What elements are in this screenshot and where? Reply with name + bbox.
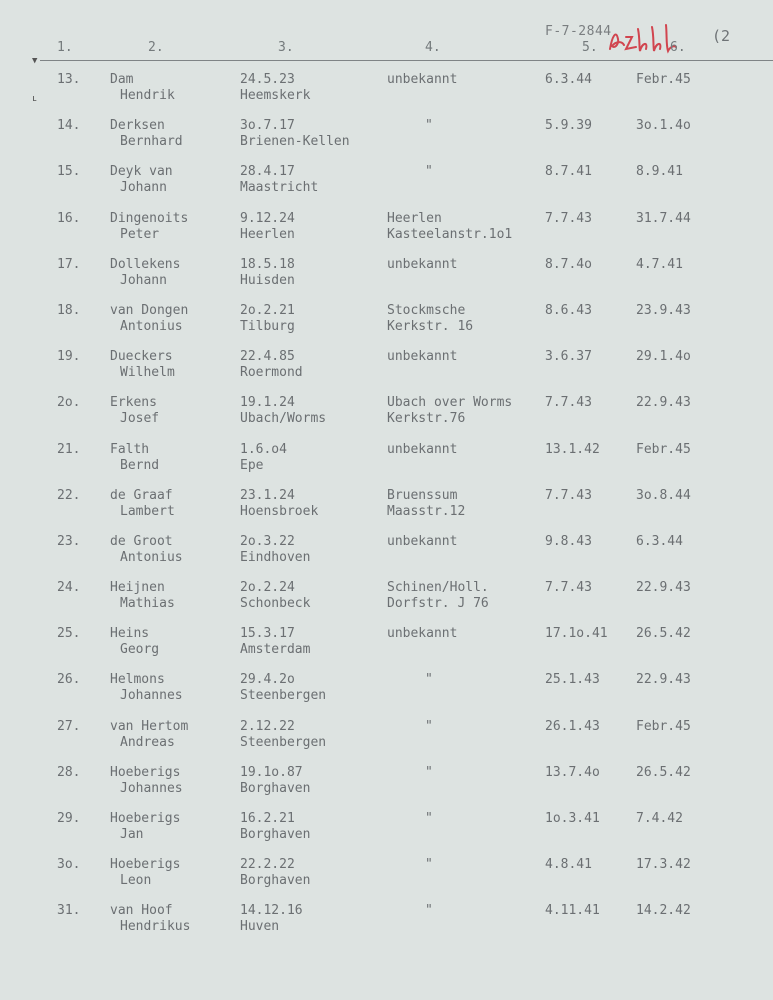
date-column-5: 7.7.43 bbox=[545, 395, 592, 411]
surname: Erkens bbox=[110, 395, 157, 411]
address-line-1: Ubach over Worms bbox=[387, 395, 513, 411]
first-name: Jan bbox=[120, 827, 144, 842]
surname: de Graaf bbox=[110, 487, 173, 503]
date-column-6: 6.3.44 bbox=[636, 533, 683, 549]
surname: de Groot bbox=[110, 533, 173, 549]
first-name: Antonius bbox=[120, 549, 183, 565]
address-line-1: " bbox=[425, 857, 433, 873]
address-line-2: Kerkstr.76 bbox=[387, 411, 466, 427]
first-name: Lambert bbox=[120, 503, 175, 519]
date-column-6: 17.3.42 bbox=[636, 857, 691, 873]
first-name: Hendrik bbox=[120, 88, 175, 103]
surname: Derksen bbox=[110, 118, 165, 134]
date-column-6: 14.2.42 bbox=[636, 903, 691, 919]
birth-place: Borghaven bbox=[240, 873, 311, 889]
date-column-6: 7.4.42 bbox=[636, 811, 683, 826]
row-number: 14. bbox=[57, 118, 81, 134]
birth-place: Amsterdam bbox=[240, 642, 311, 658]
table-row bbox=[0, 672, 773, 718]
first-name: Andreas bbox=[120, 734, 175, 750]
date-column-5: 8.7.41 bbox=[545, 164, 592, 180]
birth-place: Tilburg bbox=[240, 318, 295, 334]
date-column-5: 25.1.43 bbox=[545, 672, 600, 688]
first-name: Antonius bbox=[120, 318, 183, 334]
date-column-5: 26.1.43 bbox=[545, 718, 600, 734]
birth-date: 22.2.22 bbox=[240, 857, 295, 873]
address-line-1: " bbox=[425, 118, 433, 134]
birth-place: Hoensbroek bbox=[240, 503, 319, 519]
birth-place: Heemskerk bbox=[240, 88, 311, 103]
row-number: 21. bbox=[57, 441, 81, 457]
surname: van Hoof bbox=[110, 903, 173, 919]
column-header-1: 1. bbox=[57, 40, 73, 55]
surname: van Dongen bbox=[110, 302, 189, 318]
first-name: Bernd bbox=[120, 457, 160, 473]
birth-date: 22.4.85 bbox=[240, 349, 295, 365]
date-column-5: 13.1.42 bbox=[545, 441, 600, 457]
date-column-5: 5.9.39 bbox=[545, 118, 592, 134]
address-line-1: Heerlen bbox=[387, 210, 442, 226]
date-column-6: 31.7.44 bbox=[636, 210, 691, 226]
address-line-1: Bruenssum bbox=[387, 487, 458, 503]
record-list bbox=[0, 72, 773, 950]
birth-date: 2.12.22 bbox=[240, 718, 295, 734]
first-name: Josef bbox=[120, 411, 160, 427]
date-column-5: 4.11.41 bbox=[545, 903, 600, 919]
surname: Heins bbox=[110, 626, 150, 642]
row-number: 16. bbox=[57, 210, 81, 226]
table-row bbox=[0, 626, 773, 672]
table-row bbox=[0, 442, 773, 488]
first-name: Mathias bbox=[120, 596, 175, 612]
table-row bbox=[0, 811, 773, 857]
birth-date: 19.1.24 bbox=[240, 395, 295, 411]
surname: Heijnen bbox=[110, 580, 165, 596]
birth-place: Eindhoven bbox=[240, 549, 311, 565]
address-line-1: " bbox=[425, 672, 433, 688]
row-number: 19. bbox=[57, 349, 81, 365]
surname: Hoeberigs bbox=[110, 857, 181, 873]
first-name: Johannes bbox=[120, 688, 183, 704]
table-row bbox=[0, 349, 773, 395]
date-column-6: 22.9.43 bbox=[636, 672, 691, 688]
birth-date: 3o.7.17 bbox=[240, 118, 295, 134]
first-name: Georg bbox=[120, 642, 160, 658]
row-number: 13. bbox=[57, 72, 81, 87]
address-line-1: " bbox=[425, 164, 433, 180]
birth-place: Roermond bbox=[240, 365, 303, 381]
address-line-1: unbekannt bbox=[387, 349, 458, 365]
row-number: 24. bbox=[57, 580, 81, 596]
table-row bbox=[0, 395, 773, 441]
row-number: 17. bbox=[57, 256, 81, 272]
surname: Hoeberigs bbox=[110, 811, 181, 826]
birth-date: 2o.2.24 bbox=[240, 580, 295, 596]
row-number: 22. bbox=[57, 487, 81, 503]
column-header-3: 3. bbox=[278, 40, 294, 55]
table-row bbox=[0, 534, 773, 580]
address-line-1: unbekannt bbox=[387, 256, 458, 272]
birth-place: Schonbeck bbox=[240, 596, 311, 612]
date-column-6: 22.9.43 bbox=[636, 395, 691, 411]
birth-date: 16.2.21 bbox=[240, 811, 295, 826]
date-column-5: 13.7.4o bbox=[545, 764, 600, 780]
table-row bbox=[0, 903, 773, 949]
margin-mark: ▼ bbox=[32, 56, 38, 66]
birth-date: 28.4.17 bbox=[240, 164, 295, 180]
birth-date: 2o.3.22 bbox=[240, 533, 295, 549]
first-name: Peter bbox=[120, 226, 160, 242]
table-row bbox=[0, 765, 773, 811]
address-line-2: Maasstr.12 bbox=[387, 503, 466, 519]
column-header-2: 2. bbox=[148, 40, 164, 55]
row-number: 2o. bbox=[57, 395, 81, 411]
birth-date: 14.12.16 bbox=[240, 903, 303, 919]
date-column-6: 29.1.4o bbox=[636, 349, 691, 365]
date-column-5: 8.7.4o bbox=[545, 256, 592, 272]
first-name: Leon bbox=[120, 873, 152, 889]
address-line-1: Stockmsche bbox=[387, 302, 466, 318]
date-column-5: 7.7.43 bbox=[545, 210, 592, 226]
birth-date: 24.5.23 bbox=[240, 72, 295, 87]
birth-date: 19.1o.87 bbox=[240, 764, 303, 780]
surname: Dam bbox=[110, 72, 134, 87]
birth-place: Ubach/Worms bbox=[240, 411, 327, 427]
table-row bbox=[0, 72, 773, 118]
address-line-1: " bbox=[425, 718, 433, 734]
header-rule bbox=[40, 60, 773, 61]
page-number: (2 bbox=[712, 27, 731, 45]
date-column-6: Febr.45 bbox=[636, 718, 691, 734]
column-header-6: 6. bbox=[670, 40, 686, 55]
birth-date: 29.4.2o bbox=[240, 672, 295, 688]
date-column-6: 26.5.42 bbox=[636, 626, 691, 642]
date-column-5: 8.6.43 bbox=[545, 302, 592, 318]
birth-date: 18.5.18 bbox=[240, 256, 295, 272]
address-line-1: " bbox=[425, 764, 433, 780]
table-row bbox=[0, 303, 773, 349]
birth-date: 23.1.24 bbox=[240, 487, 295, 503]
address-line-1: " bbox=[425, 903, 433, 919]
first-name: Johann bbox=[120, 272, 167, 288]
date-column-6: 26.5.42 bbox=[636, 764, 691, 780]
date-column-5: 3.6.37 bbox=[545, 349, 592, 365]
first-name: Johannes bbox=[120, 780, 183, 796]
surname: Dingenoits bbox=[110, 210, 189, 226]
row-number: 3o. bbox=[57, 857, 81, 873]
birth-date: 15.3.17 bbox=[240, 626, 295, 642]
table-row bbox=[0, 580, 773, 626]
row-number: 25. bbox=[57, 626, 81, 642]
table-row bbox=[0, 719, 773, 765]
date-column-5: 7.7.43 bbox=[545, 487, 592, 503]
date-column-5: 1o.3.41 bbox=[545, 811, 600, 826]
birth-place: Borghaven bbox=[240, 827, 311, 842]
birth-place: Epe bbox=[240, 457, 264, 473]
birth-place: Steenbergen bbox=[240, 688, 327, 704]
date-column-6: Febr.45 bbox=[636, 72, 691, 87]
row-number: 27. bbox=[57, 718, 81, 734]
surname: Dollekens bbox=[110, 256, 181, 272]
margin-mark: ʟ bbox=[32, 94, 38, 104]
address-line-1: unbekannt bbox=[387, 441, 458, 457]
surname: Deyk van bbox=[110, 164, 173, 180]
birth-place: Steenbergen bbox=[240, 734, 327, 750]
table-row bbox=[0, 211, 773, 257]
table-row bbox=[0, 257, 773, 303]
table-row bbox=[0, 488, 773, 534]
table-row bbox=[0, 164, 773, 210]
first-name: Hendrikus bbox=[120, 919, 191, 935]
date-column-5: 4.8.41 bbox=[545, 857, 592, 873]
date-column-6: 4.7.41 bbox=[636, 256, 683, 272]
address-line-1: unbekannt bbox=[387, 626, 458, 642]
date-column-6: 3o.8.44 bbox=[636, 487, 691, 503]
column-header-4: 4. bbox=[425, 40, 441, 55]
address-line-1: unbekannt bbox=[387, 533, 458, 549]
surname: Helmons bbox=[110, 672, 165, 688]
table-row bbox=[0, 118, 773, 164]
row-number: 31. bbox=[57, 903, 81, 919]
date-column-6: 3o.1.4o bbox=[636, 118, 691, 134]
date-column-6: 23.9.43 bbox=[636, 302, 691, 318]
address-line-2: Kerkstr. 16 bbox=[387, 318, 474, 334]
address-line-2: Dorfstr. J 76 bbox=[387, 596, 489, 612]
birth-date: 1.6.o4 bbox=[240, 441, 287, 457]
row-number: 28. bbox=[57, 764, 81, 780]
birth-place: Maastricht bbox=[240, 180, 319, 196]
document-reference: F-7-2844 bbox=[545, 24, 612, 39]
red-signature bbox=[606, 19, 678, 59]
date-column-5: 9.8.43 bbox=[545, 533, 592, 549]
first-name: Johann bbox=[120, 180, 167, 196]
date-column-6: Febr.45 bbox=[636, 441, 691, 457]
address-line-1: Schinen/Holl. bbox=[387, 580, 489, 596]
first-name: Wilhelm bbox=[120, 365, 175, 381]
birth-place: Borghaven bbox=[240, 780, 311, 796]
surname: Falth bbox=[110, 441, 150, 457]
row-number: 29. bbox=[57, 811, 81, 826]
surname: Dueckers bbox=[110, 349, 173, 365]
row-number: 23. bbox=[57, 533, 81, 549]
birth-place: Huven bbox=[240, 919, 280, 935]
row-number: 15. bbox=[57, 164, 81, 180]
address-line-1: " bbox=[425, 811, 433, 826]
birth-date: 9.12.24 bbox=[240, 210, 295, 226]
table-row bbox=[0, 857, 773, 903]
birth-place: Heerlen bbox=[240, 226, 295, 242]
birth-place: Brienen-Kellen bbox=[240, 134, 350, 150]
first-name: Bernhard bbox=[120, 134, 183, 150]
date-column-5: 6.3.44 bbox=[545, 72, 592, 87]
birth-place: Huisden bbox=[240, 272, 295, 288]
column-header-5: 5. bbox=[582, 40, 598, 55]
date-column-5: 7.7.43 bbox=[545, 580, 592, 596]
date-column-6: 22.9.43 bbox=[636, 580, 691, 596]
surname: Hoeberigs bbox=[110, 764, 181, 780]
row-number: 18. bbox=[57, 302, 81, 318]
address-line-2: Kasteelanstr.1o1 bbox=[387, 226, 513, 242]
date-column-6: 8.9.41 bbox=[636, 164, 683, 180]
row-number: 26. bbox=[57, 672, 81, 688]
surname: van Hertom bbox=[110, 718, 189, 734]
address-line-1: unbekannt bbox=[387, 72, 458, 87]
date-column-5: 17.1o.41 bbox=[545, 626, 608, 642]
birth-date: 2o.2.21 bbox=[240, 302, 295, 318]
